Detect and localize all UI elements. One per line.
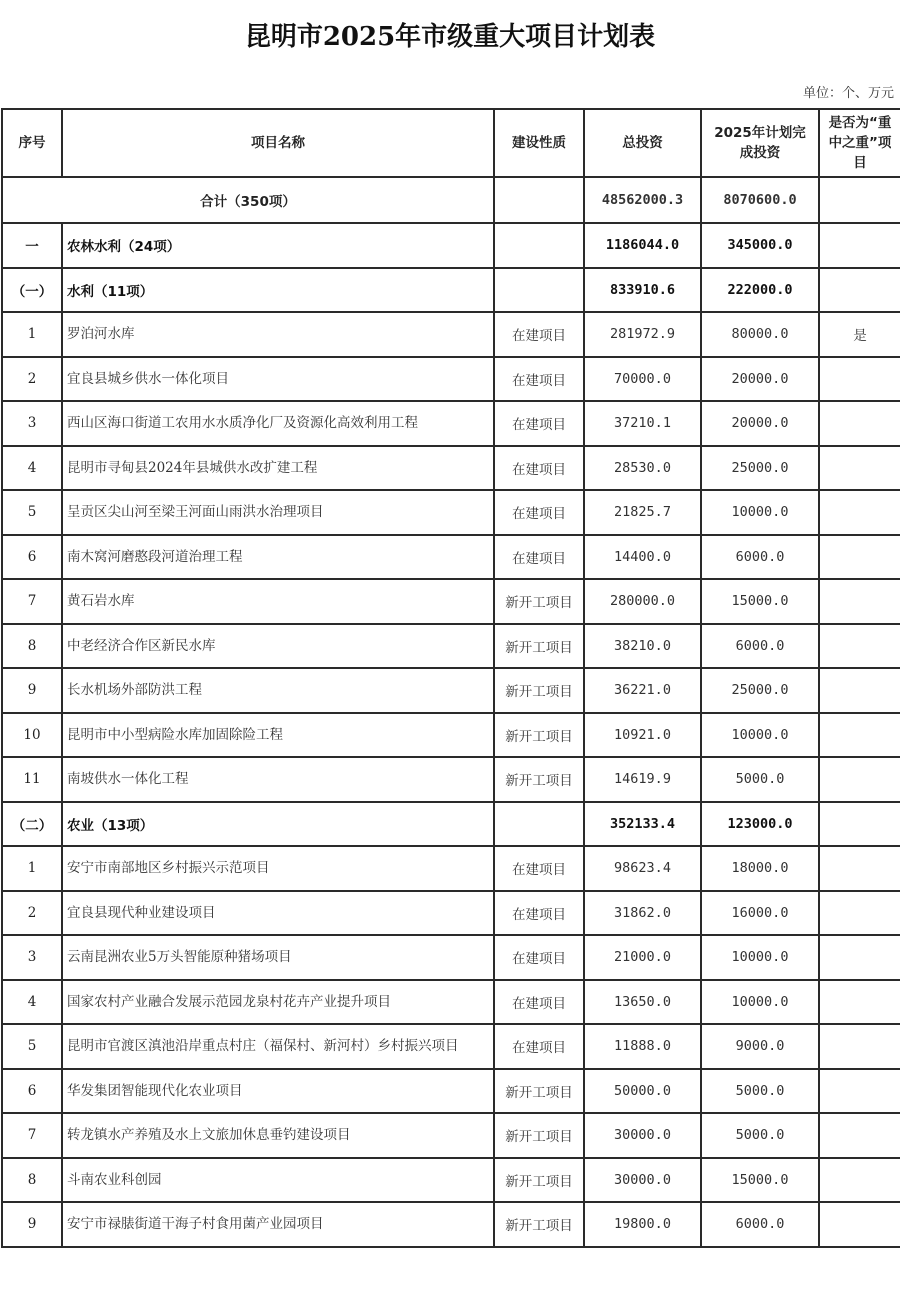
row-project-name: 昆明市官渡区滇池沿岸重点村庄（福保村、新河村）乡村振兴项目 bbox=[62, 1024, 494, 1069]
row-project-name: 黄石岩水库 bbox=[62, 579, 494, 624]
subcategory-key bbox=[819, 268, 900, 313]
row-construction-type: 在建项目 bbox=[494, 891, 584, 936]
row-construction-type: 新开工项目 bbox=[494, 713, 584, 758]
row-plan2025: 10000.0 bbox=[701, 490, 819, 535]
row-construction-type: 在建项目 bbox=[494, 401, 584, 446]
row-project-name: 安宁市南部地区乡村振兴示范项目 bbox=[62, 846, 494, 891]
row-plan2025: 15000.0 bbox=[701, 1158, 819, 1203]
row-project-name: 转龙镇水产养殖及水上文旅加休息垂钓建设项目 bbox=[62, 1113, 494, 1158]
row-construction-type: 新开工项目 bbox=[494, 624, 584, 669]
row-seq: 5 bbox=[2, 490, 62, 535]
table-row bbox=[2, 312, 900, 357]
row-plan2025: 5000.0 bbox=[701, 757, 819, 802]
row-construction-type: 新开工项目 bbox=[494, 668, 584, 713]
row-total-investment: 31862.0 bbox=[584, 891, 701, 936]
table-row bbox=[2, 1113, 900, 1158]
row-seq: 5 bbox=[2, 1024, 62, 1069]
row-plan2025: 25000.0 bbox=[701, 668, 819, 713]
row-key-project bbox=[819, 401, 900, 446]
row-seq: 6 bbox=[2, 535, 62, 580]
header-type: 建设性质 bbox=[494, 109, 584, 177]
row-total-investment: 98623.4 bbox=[584, 846, 701, 891]
row-project-name: 长水机场外部防洪工程 bbox=[62, 668, 494, 713]
table-row bbox=[2, 490, 900, 535]
row-project-name: 昆明市中小型病险水库加固除险工程 bbox=[62, 713, 494, 758]
row-key-project bbox=[819, 579, 900, 624]
row-seq: 3 bbox=[2, 935, 62, 980]
row-total-investment: 280000.0 bbox=[584, 579, 701, 624]
document-title: 昆明市2025年市级重大项目计划表 bbox=[244, 22, 656, 52]
row-total-investment: 28530.0 bbox=[584, 446, 701, 491]
total-investment: 48562000.3 bbox=[584, 177, 701, 223]
row-plan2025: 20000.0 bbox=[701, 357, 819, 402]
subcategory-key bbox=[819, 802, 900, 847]
subcategory-seq: （一） bbox=[2, 268, 62, 313]
row-seq: 9 bbox=[2, 668, 62, 713]
row-project-name: 华发集团智能现代化农业项目 bbox=[62, 1069, 494, 1114]
row-key-project bbox=[819, 846, 900, 891]
row-seq: 2 bbox=[2, 891, 62, 936]
table-row bbox=[2, 401, 900, 446]
row-key-project bbox=[819, 357, 900, 402]
row-total-investment: 13650.0 bbox=[584, 980, 701, 1025]
table-row bbox=[2, 757, 900, 802]
row-plan2025: 20000.0 bbox=[701, 401, 819, 446]
row-construction-type: 新开工项目 bbox=[494, 1069, 584, 1114]
row-project-name: 南坡供水一体化工程 bbox=[62, 757, 494, 802]
category-key bbox=[819, 223, 900, 268]
row-key-project bbox=[819, 535, 900, 580]
table-row bbox=[2, 446, 900, 491]
row-total-investment: 36221.0 bbox=[584, 668, 701, 713]
header-plan2025: 2025年计划完成投资 bbox=[701, 109, 819, 177]
row-key-project bbox=[819, 1158, 900, 1203]
category-row bbox=[2, 223, 900, 268]
row-total-investment: 14619.9 bbox=[584, 757, 701, 802]
row-plan2025: 9000.0 bbox=[701, 1024, 819, 1069]
row-construction-type: 新开工项目 bbox=[494, 1202, 584, 1247]
row-seq: 7 bbox=[2, 579, 62, 624]
subcategory-row-agriculture bbox=[2, 802, 900, 847]
row-seq: 4 bbox=[2, 446, 62, 491]
row-key-project bbox=[819, 1069, 900, 1114]
table-row bbox=[2, 935, 900, 980]
row-project-name: 中老经济合作区新民水库 bbox=[62, 624, 494, 669]
row-seq: 8 bbox=[2, 624, 62, 669]
subcategory-name: 农业（13项） bbox=[62, 802, 494, 847]
row-key-project bbox=[819, 713, 900, 758]
table-header-row bbox=[2, 109, 900, 177]
row-plan2025: 6000.0 bbox=[701, 535, 819, 580]
total-plan2025: 8070600.0 bbox=[701, 177, 819, 223]
row-key-project bbox=[819, 1024, 900, 1069]
row-seq: 3 bbox=[2, 401, 62, 446]
row-plan2025: 5000.0 bbox=[701, 1113, 819, 1158]
row-plan2025: 25000.0 bbox=[701, 446, 819, 491]
table-row bbox=[2, 357, 900, 402]
row-seq: 2 bbox=[2, 357, 62, 402]
subcategory-row-water bbox=[2, 268, 900, 313]
table-row bbox=[2, 891, 900, 936]
row-key-project bbox=[819, 668, 900, 713]
row-construction-type: 新开工项目 bbox=[494, 579, 584, 624]
row-total-investment: 37210.1 bbox=[584, 401, 701, 446]
unit-label: 单位：个、万元 bbox=[802, 86, 894, 101]
category-name: 农林水利（24项） bbox=[62, 223, 494, 268]
row-construction-type: 在建项目 bbox=[494, 846, 584, 891]
row-plan2025: 15000.0 bbox=[701, 579, 819, 624]
row-key-project: 是 bbox=[819, 312, 900, 357]
row-total-investment: 21000.0 bbox=[584, 935, 701, 980]
row-construction-type: 在建项目 bbox=[494, 1024, 584, 1069]
row-construction-type: 在建项目 bbox=[494, 535, 584, 580]
row-construction-type: 新开工项目 bbox=[494, 1113, 584, 1158]
subcategory-name: 水利（11项） bbox=[62, 268, 494, 313]
row-project-name: 斗南农业科创园 bbox=[62, 1158, 494, 1203]
category-seq: 一 bbox=[2, 223, 62, 268]
total-row bbox=[2, 177, 900, 223]
row-project-name: 宜良县城乡供水一体化项目 bbox=[62, 357, 494, 402]
table-row bbox=[2, 980, 900, 1025]
row-seq: 8 bbox=[2, 1158, 62, 1203]
subcategory-plan2025: 123000.0 bbox=[701, 802, 819, 847]
table-row bbox=[2, 1069, 900, 1114]
row-total-investment: 10921.0 bbox=[584, 713, 701, 758]
row-construction-type: 在建项目 bbox=[494, 446, 584, 491]
row-total-investment: 14400.0 bbox=[584, 535, 701, 580]
table-row bbox=[2, 668, 900, 713]
row-total-investment: 30000.0 bbox=[584, 1158, 701, 1203]
row-construction-type: 在建项目 bbox=[494, 490, 584, 535]
row-project-name: 安宁市禄脿街道干海子村食用菌产业园项目 bbox=[62, 1202, 494, 1247]
row-project-name: 云南昆洲农业5万头智能原种猪场项目 bbox=[62, 935, 494, 980]
row-total-investment: 38210.0 bbox=[584, 624, 701, 669]
row-construction-type: 在建项目 bbox=[494, 935, 584, 980]
row-key-project bbox=[819, 1113, 900, 1158]
row-project-name: 罗泊河水库 bbox=[62, 312, 494, 357]
row-plan2025: 18000.0 bbox=[701, 846, 819, 891]
row-construction-type: 在建项目 bbox=[494, 980, 584, 1025]
subcategory-total: 833910.6 bbox=[584, 268, 701, 313]
row-seq: 1 bbox=[2, 846, 62, 891]
row-plan2025: 6000.0 bbox=[701, 1202, 819, 1247]
table-row bbox=[2, 535, 900, 580]
row-project-name: 昆明市寻甸县2024年县城供水改扩建工程 bbox=[62, 446, 494, 491]
row-seq: 7 bbox=[2, 1113, 62, 1158]
table-row bbox=[2, 1202, 900, 1247]
row-key-project bbox=[819, 1202, 900, 1247]
row-total-investment: 19800.0 bbox=[584, 1202, 701, 1247]
row-key-project bbox=[819, 624, 900, 669]
row-key-project bbox=[819, 446, 900, 491]
row-seq: 9 bbox=[2, 1202, 62, 1247]
row-plan2025: 10000.0 bbox=[701, 713, 819, 758]
row-plan2025: 10000.0 bbox=[701, 980, 819, 1025]
row-key-project bbox=[819, 891, 900, 936]
row-total-investment: 50000.0 bbox=[584, 1069, 701, 1114]
row-construction-type: 新开工项目 bbox=[494, 757, 584, 802]
table-row bbox=[2, 846, 900, 891]
subcategory-total: 352133.4 bbox=[584, 802, 701, 847]
project-plan-table bbox=[1, 108, 900, 1248]
row-total-investment: 11888.0 bbox=[584, 1024, 701, 1069]
row-total-investment: 30000.0 bbox=[584, 1113, 701, 1158]
row-seq: 11 bbox=[2, 757, 62, 802]
row-project-name: 呈贡区尖山河至梁王河面山雨洪水治理项目 bbox=[62, 490, 494, 535]
row-key-project bbox=[819, 757, 900, 802]
row-seq: 4 bbox=[2, 980, 62, 1025]
subcategory-type bbox=[494, 802, 584, 847]
row-total-investment: 21825.7 bbox=[584, 490, 701, 535]
row-project-name: 国家农村产业融合发展示范园龙泉村花卉产业提升项目 bbox=[62, 980, 494, 1025]
category-total: 1186044.0 bbox=[584, 223, 701, 268]
category-type bbox=[494, 223, 584, 268]
row-total-investment: 281972.9 bbox=[584, 312, 701, 357]
table-row bbox=[2, 713, 900, 758]
row-key-project bbox=[819, 490, 900, 535]
row-key-project bbox=[819, 980, 900, 1025]
row-seq: 6 bbox=[2, 1069, 62, 1114]
row-plan2025: 6000.0 bbox=[701, 624, 819, 669]
header-seq: 序号 bbox=[2, 109, 62, 177]
row-seq: 1 bbox=[2, 312, 62, 357]
header-total: 总投资 bbox=[584, 109, 701, 177]
row-construction-type: 在建项目 bbox=[494, 312, 584, 357]
table-row bbox=[2, 1024, 900, 1069]
category-plan2025: 345000.0 bbox=[701, 223, 819, 268]
row-plan2025: 16000.0 bbox=[701, 891, 819, 936]
subcategory-seq: （二） bbox=[2, 802, 62, 847]
subcategory-type bbox=[494, 268, 584, 313]
row-project-name: 西山区海口街道工农用水水质净化厂及资源化高效利用工程 bbox=[62, 401, 494, 446]
header-key: 是否为“重中之重”项目 bbox=[819, 109, 900, 177]
row-plan2025: 5000.0 bbox=[701, 1069, 819, 1114]
row-construction-type: 新开工项目 bbox=[494, 1158, 584, 1203]
row-project-name: 宜良县现代种业建设项目 bbox=[62, 891, 494, 936]
row-construction-type: 在建项目 bbox=[494, 357, 584, 402]
row-total-investment: 70000.0 bbox=[584, 357, 701, 402]
row-plan2025: 80000.0 bbox=[701, 312, 819, 357]
row-seq: 10 bbox=[2, 713, 62, 758]
total-key bbox=[819, 177, 900, 223]
header-name: 项目名称 bbox=[62, 109, 494, 177]
table-row bbox=[2, 1158, 900, 1203]
total-label: 合计（350项） bbox=[2, 177, 494, 223]
row-project-name: 南木窝河磨憨段河道治理工程 bbox=[62, 535, 494, 580]
row-plan2025: 10000.0 bbox=[701, 935, 819, 980]
total-type bbox=[494, 177, 584, 223]
row-key-project bbox=[819, 935, 900, 980]
table-row bbox=[2, 579, 900, 624]
table-row bbox=[2, 624, 900, 669]
subcategory-plan2025: 222000.0 bbox=[701, 268, 819, 313]
